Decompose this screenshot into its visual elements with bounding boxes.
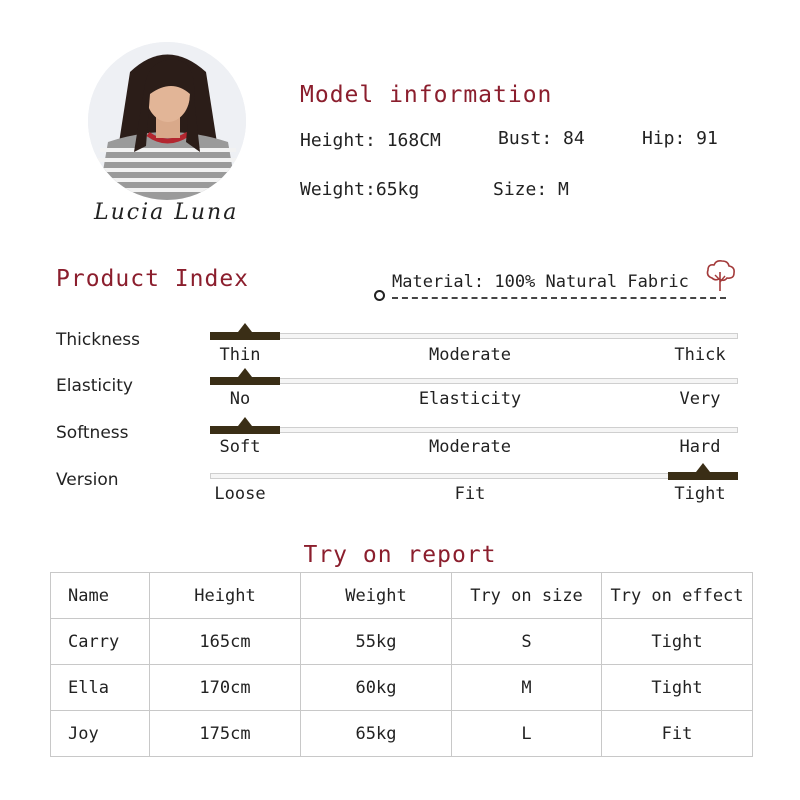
index-scale-label: Loose xyxy=(214,484,266,504)
model-hip: Hip: 91 xyxy=(642,128,718,149)
header-size: Try on size xyxy=(452,573,602,619)
cell-size: M xyxy=(452,665,602,711)
cell-height: 175cm xyxy=(150,711,301,757)
index-scale-label: Thin xyxy=(219,345,261,365)
index-scale-track xyxy=(210,378,738,384)
cell-effect: Fit xyxy=(602,711,753,757)
material-underline xyxy=(392,297,726,299)
model-size: Size: M xyxy=(493,179,569,200)
model-weight: Weight:65kg xyxy=(300,179,420,200)
index-level-marker xyxy=(210,426,280,434)
cell-weight: 65kg xyxy=(301,711,452,757)
model-signature: Lucia Luna xyxy=(94,200,239,225)
header-weight: Weight xyxy=(301,573,452,619)
table-row xyxy=(51,711,753,757)
cell-height: 165cm xyxy=(150,619,301,665)
index-scale-label: Elasticity xyxy=(418,389,522,409)
try-on-table xyxy=(50,572,753,757)
index-scale-label: Thick xyxy=(674,345,726,365)
model-avatar xyxy=(88,42,246,200)
cell-name: Joy xyxy=(51,711,150,757)
index-row-label: Softness xyxy=(56,423,129,443)
marker-triangle-icon xyxy=(696,463,710,472)
marker-triangle-icon xyxy=(238,417,252,426)
index-scale-label: Moderate xyxy=(429,437,511,457)
cell-effect: Tight xyxy=(602,665,753,711)
table-row xyxy=(51,665,753,711)
index-scale-label: Hard xyxy=(679,437,721,457)
cell-name: Ella xyxy=(51,665,150,711)
index-scale-label: No xyxy=(229,389,251,409)
index-level-marker xyxy=(210,377,280,385)
marker-triangle-icon xyxy=(238,323,252,332)
model-height: Height: 168CM xyxy=(300,130,441,151)
marker-triangle-icon xyxy=(238,368,252,377)
index-row-label: Elasticity xyxy=(56,376,133,396)
cell-height: 170cm xyxy=(150,665,301,711)
header-effect: Try on effect xyxy=(602,573,753,619)
cell-weight: 60kg xyxy=(301,665,452,711)
index-scale-track xyxy=(210,333,738,339)
header-name: Name xyxy=(51,573,150,619)
model-info-title: Model information xyxy=(300,82,553,108)
index-row-label: Version xyxy=(56,470,119,490)
model-photo xyxy=(88,42,246,200)
try-on-report-title: Try on report xyxy=(303,542,497,568)
bullet-icon xyxy=(374,290,385,301)
index-row-label: Thickness xyxy=(56,330,141,350)
model-bust: Bust: 84 xyxy=(498,128,585,149)
cotton-tree-icon xyxy=(702,258,738,298)
cell-size: S xyxy=(452,619,602,665)
index-scale-track xyxy=(210,427,738,433)
index-scale-label: Moderate xyxy=(429,345,511,365)
cell-effect: Tight xyxy=(602,619,753,665)
product-index-title: Product Index xyxy=(56,266,250,292)
cell-name: Carry xyxy=(51,619,150,665)
index-scale-track xyxy=(210,473,738,479)
index-scale-label: Soft xyxy=(219,437,261,457)
index-scale-label: Tight xyxy=(674,484,726,504)
cell-size: L xyxy=(452,711,602,757)
index-scale-label: Very xyxy=(679,389,721,409)
table-row xyxy=(51,619,753,665)
header-height: Height xyxy=(150,573,301,619)
index-scale-label: Fit xyxy=(454,484,486,504)
cell-weight: 55kg xyxy=(301,619,452,665)
material-text: Material: 100% Natural Fabric xyxy=(392,272,689,292)
index-level-marker xyxy=(210,332,280,340)
index-level-marker xyxy=(668,472,738,480)
table-header-row xyxy=(51,573,753,619)
